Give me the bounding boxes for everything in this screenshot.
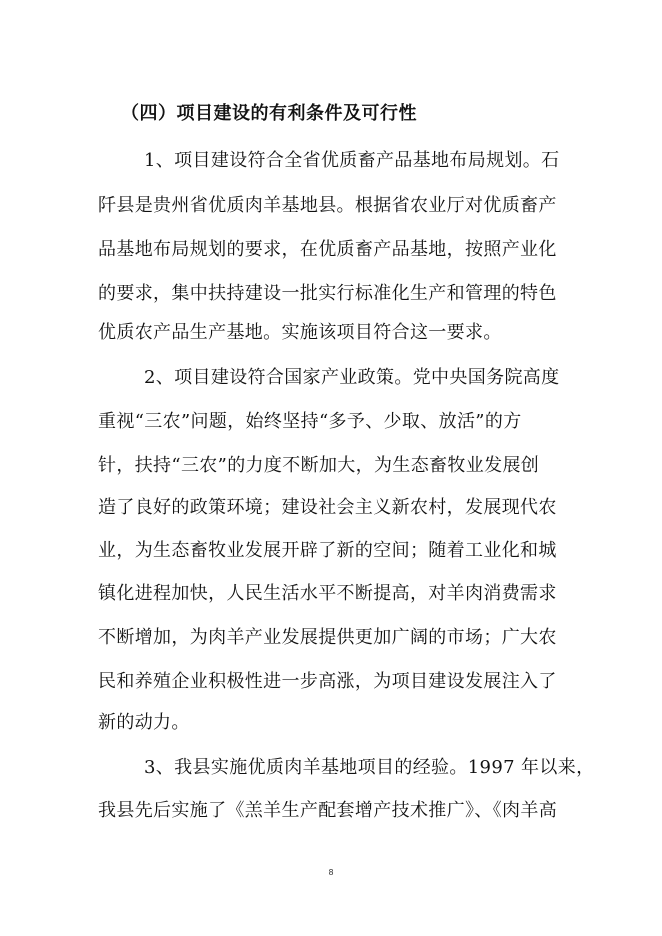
paragraph-3-line-1: 3、我县实施优质肉羊基地项目的经验。1997 年以来， (144, 757, 595, 778)
paragraph-1-line-1: 1、项目建设符合全省优质畜产品基地布局规划。石 (144, 150, 560, 171)
paragraph-3-line-2: 我县先后实施了《羔羊生产配套增产技术推广》、《肉羊高 (98, 800, 558, 821)
paragraph-2-line-3: 针，扶持“三农”的力度不断加大，为生态畜牧业发展创 (98, 455, 540, 476)
paragraph-2-line-4: 造了良好的政策环境；建设社会主义新农村，发展现代农 (98, 497, 557, 518)
paragraph-2-line-9: 新的动力。 (98, 712, 190, 733)
paragraph-1-line-2: 阡县是贵州省优质肉羊基地县。根据省农业厅对优质畜产 (98, 195, 557, 216)
paragraph-1-line-5: 优质农产品生产基地。实施该项目符合这一要求。 (98, 322, 502, 343)
paragraph-2-line-1: 2、项目建设符合国家产业政策。党中央国务院高度 (144, 367, 560, 388)
paragraph-2-line-8: 民和养殖企业积极性进一步高涨，为项目建设发展注入了 (98, 671, 557, 692)
paragraph-2-line-5: 业，为生态畜牧业发展开辟了新的空间；随着工业化和城 (98, 540, 557, 561)
page-number: 8 (328, 868, 334, 877)
paragraph-1-line-3: 品基地布局规划的要求，在优质畜产品基地，按照产业化 (98, 239, 557, 260)
paragraph-2-line-2: 重视“三农”问题，始终坚持“多予、少取、放活”的方 (98, 411, 522, 432)
paragraph-1-line-4: 的要求，集中扶持建设一批实行标准化生产和管理的特色 (98, 283, 557, 304)
section-heading: （四）项目建设的有利条件及可行性 (121, 103, 417, 124)
paragraph-2-line-7: 不断增加，为肉羊产业发展提供更加广阔的市场；广大农 (98, 627, 557, 648)
paragraph-2-line-6: 镇化进程加快，人民生活水平不断提高，对羊肉消费需求 (98, 583, 557, 604)
